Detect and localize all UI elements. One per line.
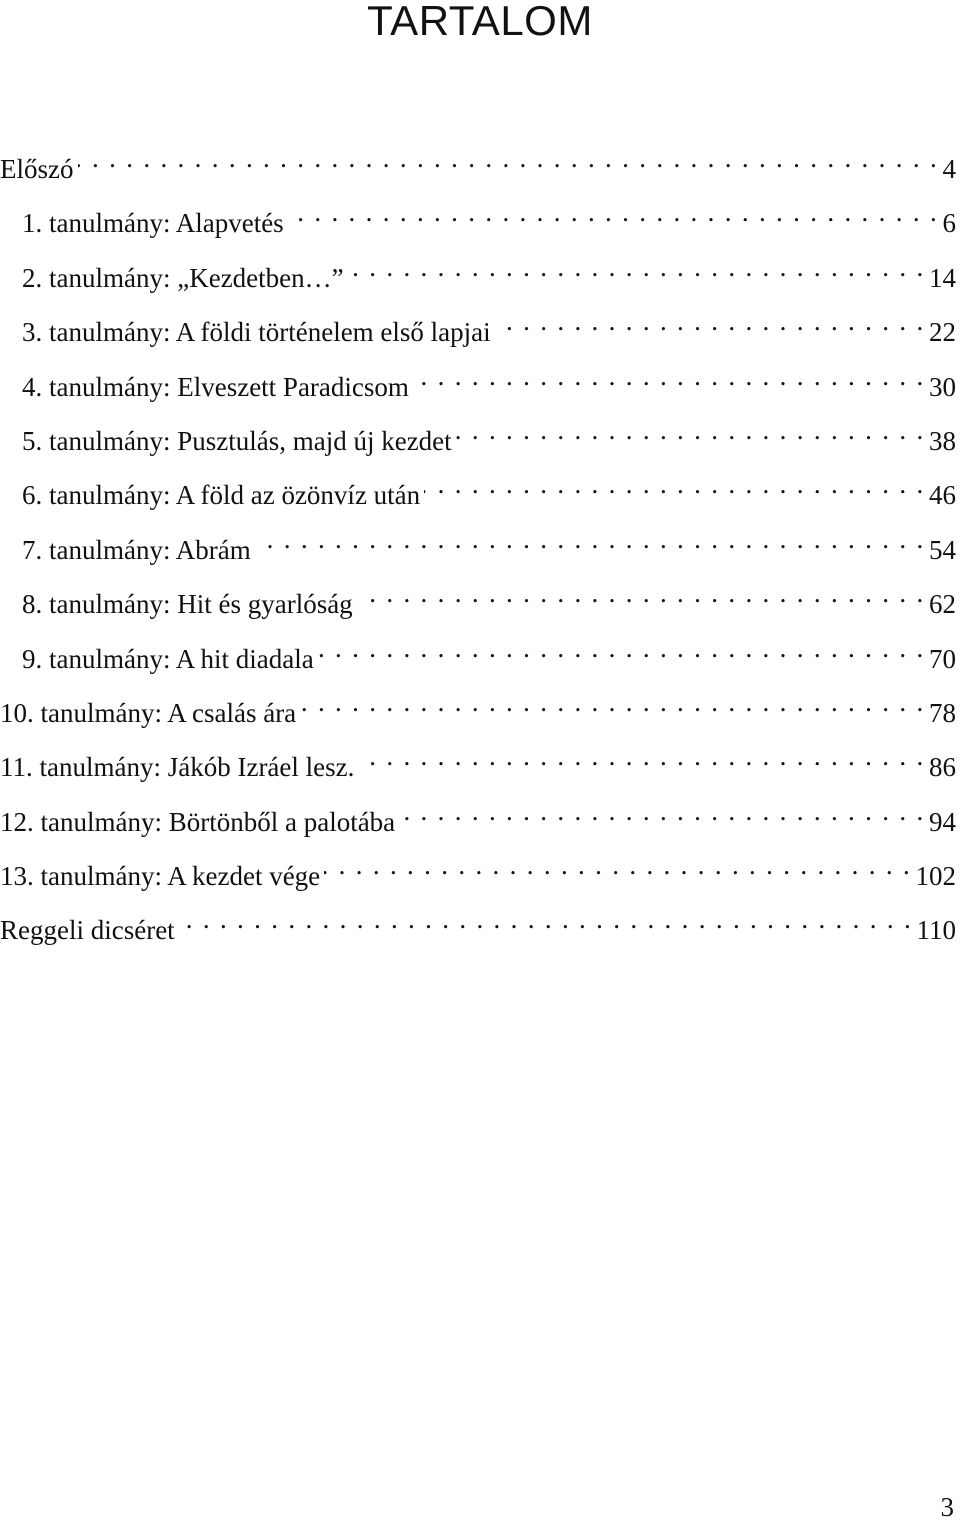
toc-entry-page: 110 — [916, 915, 956, 946]
dot-leader — [288, 192, 939, 232]
toc-entry-page: 14 — [929, 262, 956, 293]
toc-entry-page: 70 — [929, 643, 956, 674]
toc-entry-title: 7. tanulmány: Abrám — [22, 534, 251, 565]
toc-entry-title: 5. tanulmány: Pusztulás, majd új kezdet — [22, 425, 452, 456]
dot-leader — [348, 247, 925, 287]
toc-entry-study-11[interactable] — [0, 736, 956, 790]
toc-entry-study-10[interactable] — [0, 682, 956, 736]
toc-entry-preface[interactable] — [0, 138, 956, 192]
toc-entry-study-12[interactable] — [0, 791, 956, 845]
toc-entry-page: 38 — [929, 425, 956, 456]
toc-entry-page: 54 — [929, 534, 956, 565]
toc-entry-title: 2. tanulmány: „Kezdetben…” — [22, 262, 344, 293]
toc-entry-study-2[interactable] — [0, 247, 956, 301]
dot-leader — [300, 682, 925, 722]
dot-leader — [424, 464, 925, 504]
dot-leader — [324, 845, 911, 885]
toc-entry-study-13[interactable] — [0, 845, 956, 899]
toc-entry-study-8[interactable] — [0, 573, 956, 627]
toc-entry-page: 4 — [942, 154, 956, 184]
dot-leader — [255, 519, 925, 559]
toc-entry-page: 62 — [929, 589, 956, 620]
toc-entry-title: Előszó — [0, 154, 74, 184]
toc-entry-study-9[interactable] — [0, 628, 956, 682]
dot-leader — [413, 356, 925, 396]
toc-entry-page: 30 — [929, 371, 956, 402]
toc-entry-study-4[interactable] — [0, 356, 956, 410]
dot-leader — [495, 301, 925, 341]
toc-entry-study-3[interactable] — [0, 301, 956, 355]
toc-entry-study-7[interactable] — [0, 519, 956, 573]
toc-entry-page: 78 — [929, 697, 956, 728]
dot-leader — [179, 899, 913, 939]
toc-entry-study-6[interactable] — [0, 464, 956, 518]
dot-leader — [357, 573, 925, 613]
toc-entry-title: 11. tanulmány: Jákób Izráel lesz. — [0, 752, 355, 783]
dot-leader — [399, 791, 925, 831]
toc-entry-title: 8. tanulmány: Hit és gyarlóság — [22, 589, 353, 620]
table-of-contents — [0, 138, 956, 954]
page-number: 3 — [940, 1492, 954, 1522]
toc-entry-title: 9. tanulmány: A hit diadala — [22, 643, 314, 674]
dot-leader — [456, 410, 925, 450]
toc-entry-page: 46 — [929, 480, 956, 511]
dot-leader — [358, 736, 925, 776]
toc-entry-study-1[interactable] — [0, 192, 956, 246]
toc-entry-page: 86 — [929, 752, 956, 783]
toc-entry-title: 4. tanulmány: Elveszett Paradicsom — [22, 371, 409, 402]
toc-entry-title: 6. tanulmány: A föld az özönvíz után — [22, 480, 421, 511]
toc-entry-title: 12. tanulmány: Börtönből a palotába — [0, 806, 396, 837]
toc-entry-page: 22 — [929, 317, 956, 348]
toc-entry-title: Reggeli dicséret — [0, 915, 175, 946]
toc-entry-morning-praise[interactable] — [0, 899, 956, 953]
toc-entry-title: 10. tanulmány: A csalás ára — [0, 697, 297, 728]
dot-leader — [318, 628, 925, 668]
toc-entry-page: 94 — [929, 806, 956, 837]
toc-entry-title: 3. tanulmány: A földi történelem első lapjai — [22, 317, 491, 348]
toc-entry-page: 6 — [942, 208, 956, 239]
toc-entry-page: 102 — [915, 861, 956, 892]
toc-entry-study-5[interactable] — [0, 410, 956, 464]
page-title: TARTALOM — [367, 0, 593, 44]
dot-leader — [78, 138, 939, 178]
toc-entry-title: 1. tanulmány: Alapvetés — [22, 208, 284, 239]
toc-entry-title: 13. tanulmány: A kezdet vége — [0, 861, 321, 892]
